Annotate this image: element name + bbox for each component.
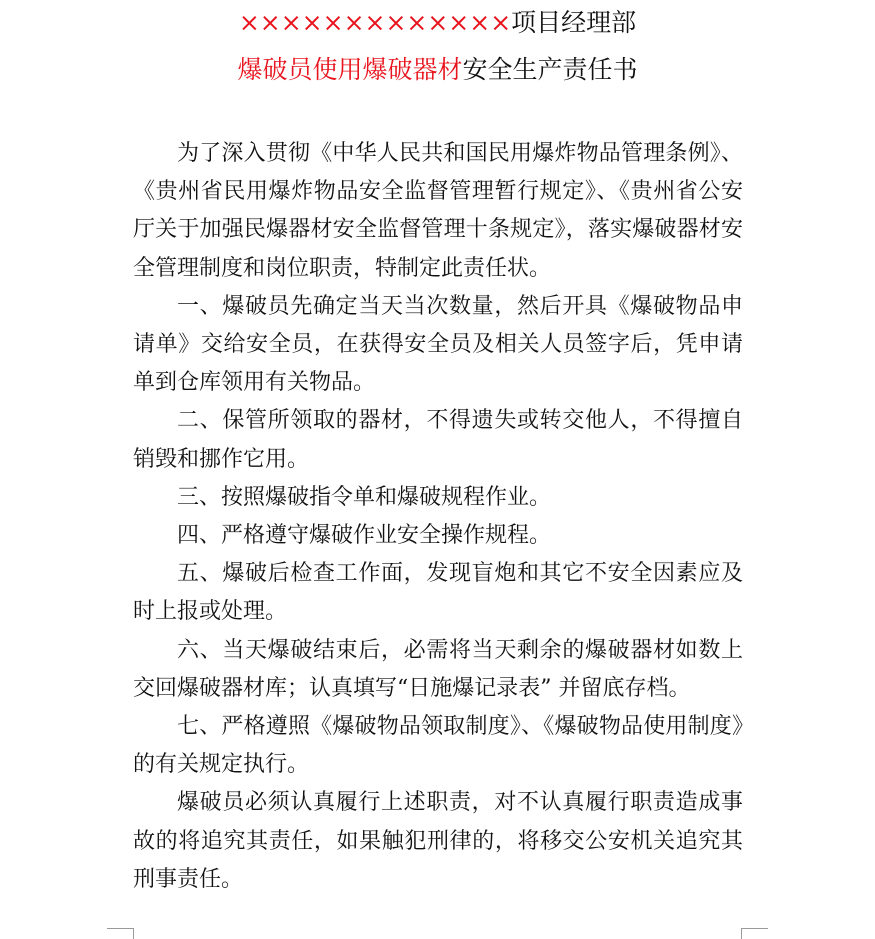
project-department-label: 项目经理部: [511, 8, 637, 37]
clause-6-paragraph: 六、当天爆破结束后，必需将当天剩余的爆破器材如数上交回爆破器材库；认真填写“日施爆记录表” 并留底存档。: [133, 637, 743, 701]
document-title-red-part: 爆破员使用爆破器材: [237, 55, 463, 84]
page-corner-mark-left: [107, 928, 134, 939]
clause-7-paragraph: 七、严格遵照《爆破物品领取制度》、《爆破物品使用制度》的有关规定执行。: [133, 714, 743, 778]
clause-2-paragraph: 二、保管所领取的器材，不得遗失或转交他人，不得擅自销毁和挪作它用。: [133, 408, 743, 472]
clause-5-paragraph: 五、爆破后检查工作面，发现盲炮和其它不安全因素应及时上报或处理。: [133, 561, 743, 625]
clause-3-paragraph: 三、按照爆破指令单和爆破规程作业。: [177, 484, 552, 510]
document-title: [0, 55, 875, 85]
document-body: [133, 135, 743, 899]
project-header: [0, 8, 875, 38]
clause-4-paragraph: 四、严格遵守爆破作业安全操作规程。: [177, 523, 552, 549]
clause-1-paragraph: 一、爆破员先确定当天当次数量，然后开具《爆破物品申请单》交给安全员，在获得安全员及相关人员签字后，凭申请单到仓库领用有关物品。: [133, 293, 743, 396]
document-title-black-part: 安全生产责任书: [462, 55, 638, 84]
closing-paragraph: 爆破员必须认真履行上述职责，对不认真履行职责造成事故的将追究其责任，如果触犯刑律的，将移交公安机关追究其刑事责任。: [133, 790, 743, 892]
project-name-placeholder: ×××××××××××××: [238, 8, 512, 37]
page-corner-mark-right: [741, 928, 768, 939]
intro-paragraph: 为了深入贯彻《中华人民共和国民用爆炸物品管理条例》、《贵州省民用爆炸物品安全监督管理暂行规定》、《贵州省公安厅关于加强民爆器材安全监督管理十条规定》，落实爆破器材安全管理制度和岗位职责，特制定此责任状。: [133, 141, 743, 281]
